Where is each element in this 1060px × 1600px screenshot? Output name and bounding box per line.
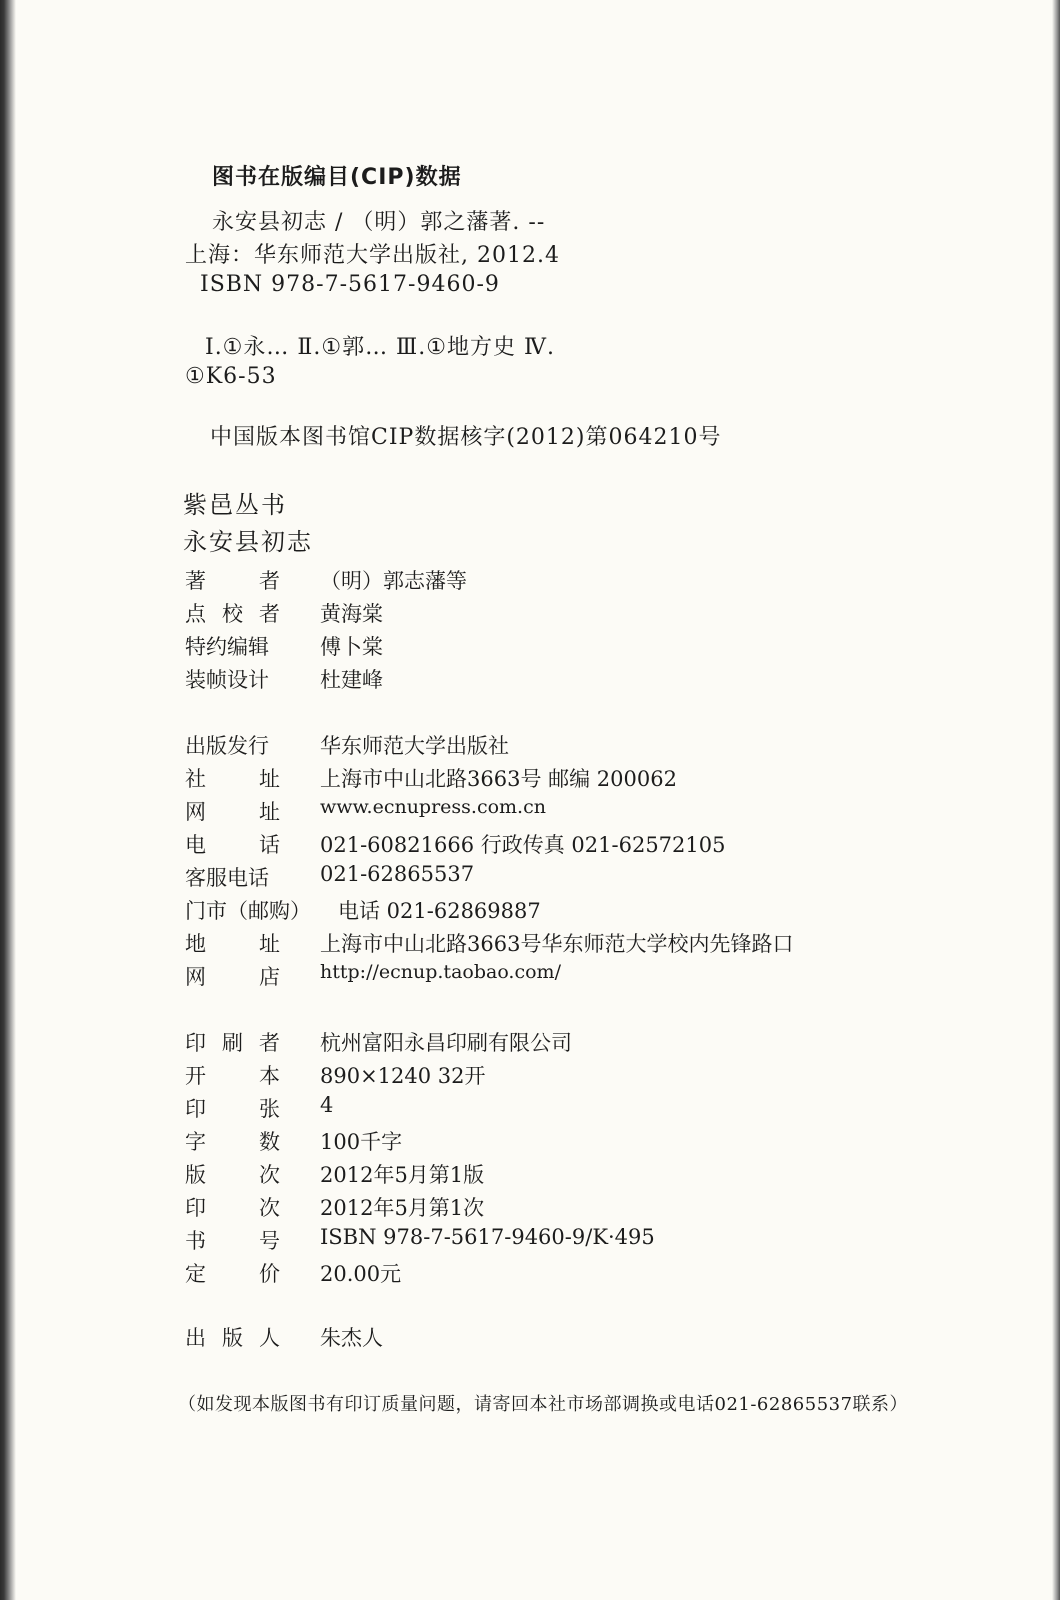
book-title: 永安县初志: [183, 528, 313, 556]
cip-classification: ①K6-53: [185, 364, 277, 389]
printing-value: 4: [320, 1093, 334, 1117]
credit-label: 点 校 者: [185, 602, 280, 626]
printing-label: 印 刷 者: [185, 1031, 280, 1055]
credit-label: 著 者: [185, 569, 280, 593]
printing-value: 杭州富阳永昌印刷有限公司: [320, 1031, 572, 1055]
printing-label: 字 数: [185, 1130, 280, 1154]
publisher-value: 上海市中山北路3663号 邮编 200062: [320, 767, 677, 791]
cip-isbn: ISBN 978-7-5617-9460-9: [200, 272, 500, 297]
publisher-value: http://ecnup.taobao.com/: [320, 961, 561, 983]
cip-title: 图书在版编目(CIP)数据: [212, 165, 462, 190]
printing-value: 100千字: [320, 1130, 403, 1154]
publisher-label: 地 址: [185, 932, 280, 956]
cip-line-title-author: 永安县初志 / （明）郭之藩著. --: [212, 210, 546, 235]
publisher-value: www.ecnupress.com.cn: [320, 796, 546, 818]
printing-value: 2012年5月第1版: [320, 1163, 485, 1187]
publisher-person-label: 出 版 人: [185, 1326, 280, 1350]
credit-label: 特约编辑: [185, 635, 269, 659]
publisher-value: 上海市中山北路3663号华东师范大学校内先锋路口: [320, 932, 794, 956]
publisher-label: 门市（邮购）: [185, 899, 311, 923]
publisher-value: 华东师范大学出版社: [320, 734, 509, 758]
publisher-label: 客服电话: [185, 866, 269, 890]
cip-verification: 中国版本图书馆CIP数据核字(2012)第064210号: [210, 425, 722, 450]
printing-label: 定 价: [185, 1262, 280, 1286]
publisher-value: 021-62865537: [320, 862, 475, 886]
printing-value: 2012年5月第1次: [320, 1196, 485, 1220]
publisher-person-value: 朱杰人: [320, 1326, 383, 1350]
printing-label: 印 张: [185, 1097, 280, 1121]
cip-line-publisher: 上海：华东师范大学出版社, 2012.4: [185, 243, 560, 268]
quality-notice: （如发现本版图书有印订质量问题，请寄回本社市场部调换或电话021-62865537联系）: [178, 1394, 909, 1415]
credit-label: 装帧设计: [185, 668, 269, 692]
publisher-value: 电话 021-62869887: [338, 899, 541, 923]
scan-edge-left: [0, 0, 16, 1600]
publisher-value: 021-60821666 行政传真 021-62572105: [320, 833, 726, 857]
publisher-label: 社 址: [185, 767, 280, 791]
publisher-label: 电 话: [185, 833, 280, 857]
printing-value: ISBN 978-7-5617-9460-9/K·495: [320, 1225, 655, 1249]
publisher-label: 网 店: [185, 965, 280, 989]
printing-label: 版 次: [185, 1163, 280, 1187]
publisher-label: 出版发行: [185, 734, 269, 758]
credit-value: 杜建峰: [320, 668, 383, 692]
printing-label: 开 本: [185, 1064, 280, 1088]
printing-label: 书 号: [185, 1229, 280, 1253]
scan-edge-right: [1052, 0, 1060, 1600]
printing-label: 印 次: [185, 1196, 280, 1220]
credit-value: （明）郭志藩等: [320, 569, 467, 593]
series-name: 紫邑丛书: [183, 491, 287, 519]
cip-subjects: Ⅰ.①永… Ⅱ.①郭… Ⅲ.①地方史 Ⅳ.: [205, 335, 555, 360]
credit-value: 黄海棠: [320, 602, 383, 626]
printing-value: 890×1240 32开: [320, 1064, 486, 1088]
publisher-label: 网 址: [185, 800, 280, 824]
printing-value: 20.00元: [320, 1262, 402, 1286]
credit-value: 傅卜棠: [320, 635, 383, 659]
